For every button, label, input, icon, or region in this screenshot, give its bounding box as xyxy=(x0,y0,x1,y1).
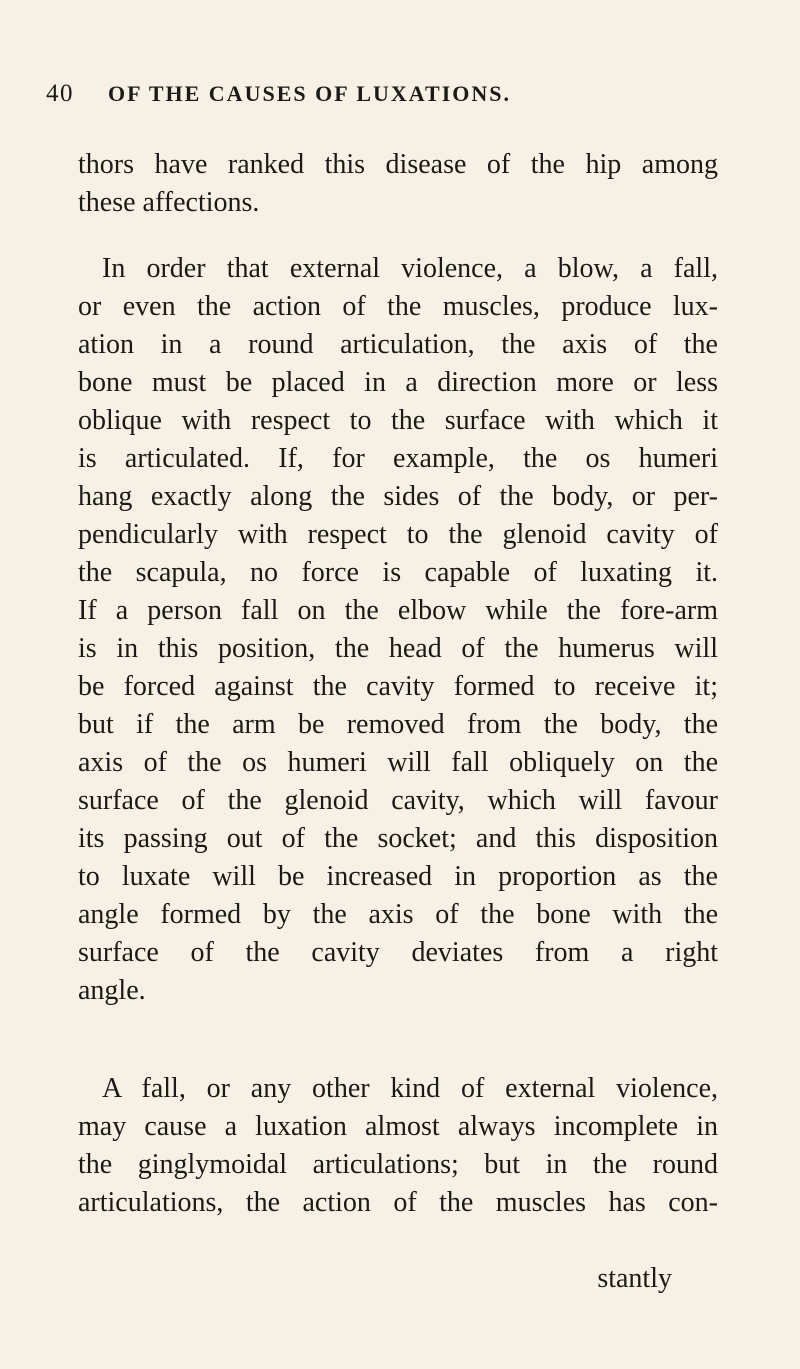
text-line: hang exactly along the sides of the body, or per- xyxy=(78,481,718,512)
text-line: to luxate will be increased in proportion as the xyxy=(78,861,718,892)
text-line: ation in a round articulation, the axis of the xyxy=(78,329,718,360)
text-line: bone must be placed in a direction more or less xyxy=(78,367,718,398)
paragraph-external-violence xyxy=(78,250,718,1010)
text-line: its passing out of the socket; and this disposition xyxy=(78,823,718,854)
text-line: oblique with respect to the surface with which it xyxy=(78,405,718,436)
text-line: articulations, the action of the muscles has con- xyxy=(78,1187,718,1218)
text-line: thors have ranked this disease of the hip among xyxy=(78,149,718,180)
text-line: these affections. xyxy=(78,187,260,218)
text-line: the scapula, no force is capable of luxating it. xyxy=(78,557,718,588)
paragraph-fall-violence xyxy=(78,1070,718,1222)
text-line: is articulated. If, for example, the os humeri xyxy=(78,443,718,474)
text-line: surface of the cavity deviates from a right xyxy=(78,937,718,968)
text-line: angle formed by the axis of the bone with the xyxy=(78,899,718,930)
running-title: OF THE CAUSES OF LUXATIONS. xyxy=(108,81,512,106)
text-line: pendicularly with respect to the glenoid cavity of xyxy=(78,519,718,550)
text-line: In order that external violence, a blow, a fall, xyxy=(102,253,718,284)
text-line: is in this position, the head of the humerus will xyxy=(78,633,718,664)
page-number: 40 xyxy=(46,80,74,107)
text-line: be forced against the cavity formed to receive it; xyxy=(78,671,718,702)
text-line: axis of the os humeri will fall obliquely on the xyxy=(78,747,718,778)
catchword-block xyxy=(78,1260,718,1298)
text-line: If a person fall on the elbow while the fore-arm xyxy=(78,595,718,626)
text-line: or even the action of the muscles, produce lux- xyxy=(78,291,718,322)
text-line: but if the arm be removed from the body, the xyxy=(78,709,718,740)
text-line: angle. xyxy=(78,975,146,1006)
catchword: stantly xyxy=(597,1263,672,1294)
paragraph-continuation xyxy=(78,146,718,222)
text-line: the ginglymoidal articulations; but in the round xyxy=(78,1149,718,1180)
text-line: may cause a luxation almost always incomplete in xyxy=(78,1111,718,1142)
running-head xyxy=(46,80,646,114)
text-line: A fall, or any other kind of external violence, xyxy=(102,1073,718,1104)
text-line: surface of the glenoid cavity, which will favour xyxy=(78,785,718,816)
